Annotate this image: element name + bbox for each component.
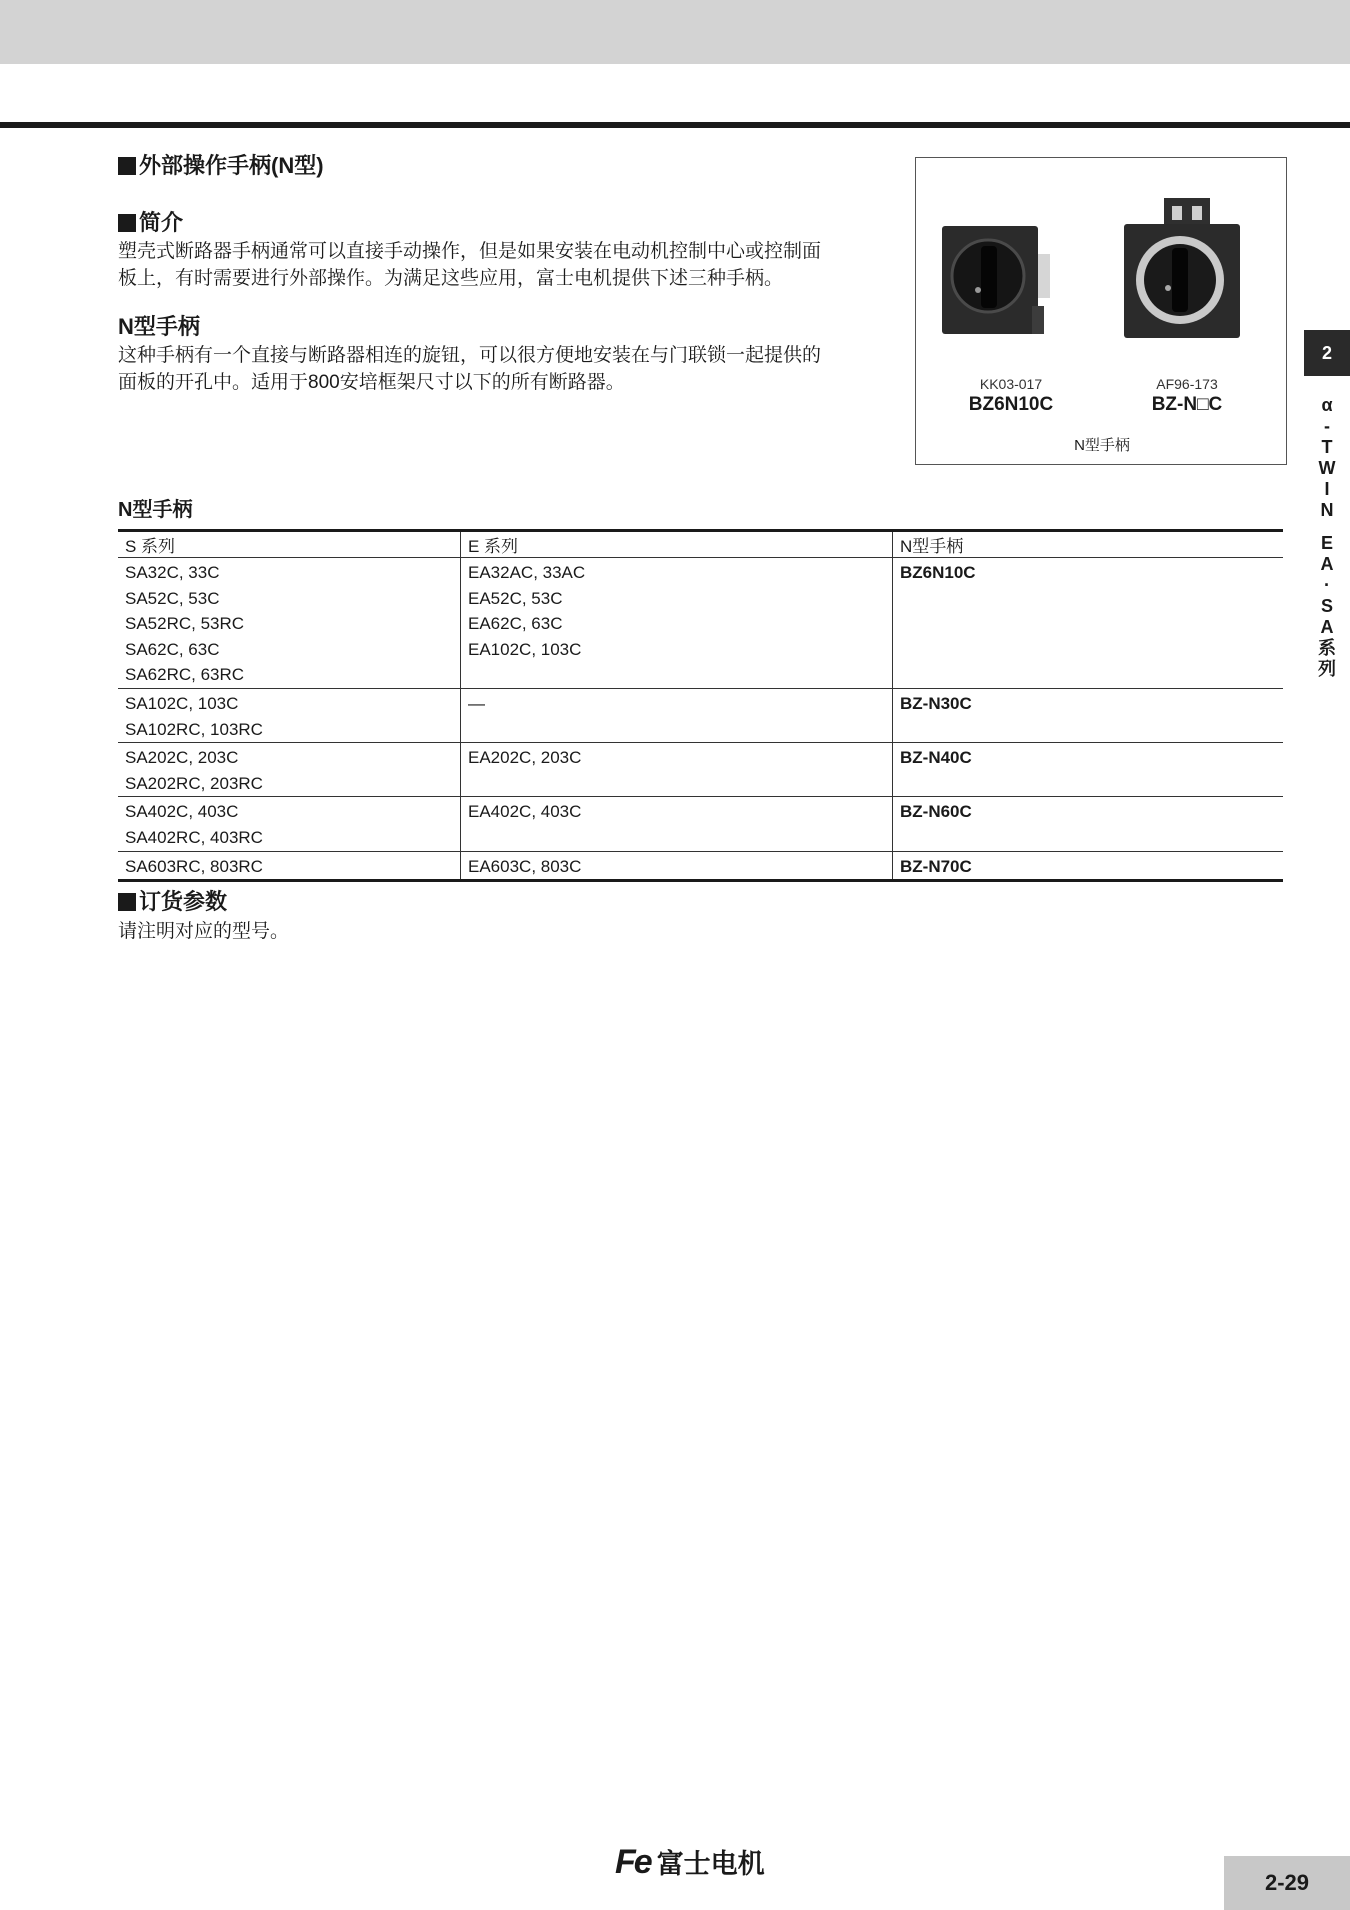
e-series-cell bbox=[461, 851, 893, 881]
side-char: S bbox=[1320, 596, 1333, 616]
side-char: I bbox=[1324, 479, 1330, 499]
e-model: — bbox=[468, 693, 485, 713]
e-model: EA402C, 403C bbox=[468, 802, 582, 822]
n-type-paragraph bbox=[118, 342, 888, 396]
brand-name: 富士电机 bbox=[656, 1849, 765, 1879]
s-series-cell bbox=[118, 743, 461, 797]
order-text: 请注明对应的型号。 bbox=[118, 921, 290, 942]
section-title bbox=[118, 150, 888, 182]
handle-cell bbox=[893, 851, 1284, 881]
side-char: E bbox=[1320, 533, 1333, 553]
product-photo-box bbox=[915, 157, 1287, 465]
s-series-cell bbox=[118, 797, 461, 851]
photo-model: BZ6N10C bbox=[968, 394, 1054, 415]
s-model: SA32C, 33C bbox=[125, 563, 220, 582]
square-bullet-icon bbox=[118, 893, 136, 911]
e-model: EA52C, 53C bbox=[468, 588, 563, 608]
series-side-label bbox=[1304, 395, 1350, 680]
intro-section bbox=[118, 150, 888, 396]
s-series-cell bbox=[118, 688, 461, 742]
s-model: SA62RC, 63RC bbox=[125, 665, 245, 685]
handle-compatibility-table bbox=[118, 529, 1283, 882]
intro-paragraph bbox=[118, 238, 888, 292]
fuji-electric-brand bbox=[615, 1842, 765, 1881]
square-bullet-icon bbox=[118, 214, 136, 232]
s-model: SA62C, 63C bbox=[125, 639, 220, 659]
intro-heading bbox=[118, 208, 888, 238]
section-title-text: 外部操作手柄(N型) bbox=[139, 153, 324, 178]
side-char: - bbox=[1324, 416, 1330, 436]
column-header-s-series: S 系列 bbox=[118, 531, 461, 558]
column-header-handle: N型手柄 bbox=[893, 531, 1284, 558]
handle-cell bbox=[893, 797, 1284, 851]
e-model: EA202C, 203C bbox=[468, 748, 582, 768]
intro-heading-text: 简介 bbox=[139, 210, 184, 235]
s-model: SA202C, 203C bbox=[125, 748, 239, 768]
e-series-cell bbox=[461, 743, 893, 797]
side-char: W bbox=[1318, 458, 1336, 478]
handle-model: BZ-N40C bbox=[900, 748, 972, 768]
header-rule bbox=[0, 122, 1350, 128]
photo-model: BZ-N□C bbox=[1151, 394, 1223, 415]
n-type-heading: N型手柄 bbox=[118, 314, 200, 339]
handle-cell bbox=[893, 558, 1284, 689]
handle-model: BZ-N60C bbox=[900, 802, 972, 822]
chapter-tab: 2 bbox=[1304, 330, 1350, 376]
fuji-logo-icon: Fe bbox=[615, 1842, 651, 1881]
side-char: T bbox=[1321, 437, 1333, 457]
e-model: EA62C, 63C bbox=[468, 614, 563, 634]
e-model: EA603C, 803C bbox=[468, 856, 582, 876]
s-model: SA52RC, 53RC bbox=[125, 614, 245, 634]
s-model: SA202RC, 203RC bbox=[125, 773, 263, 793]
intro-line: 板上，有时需要进行外部操作。为满足这些应用，富士电机提供下述三种手柄。 bbox=[118, 268, 784, 289]
square-bullet-icon bbox=[118, 157, 136, 175]
handle-cell bbox=[893, 688, 1284, 742]
handle-model: BZ-N70C bbox=[900, 856, 972, 876]
s-series-cell bbox=[118, 851, 461, 881]
e-series-cell bbox=[461, 558, 893, 689]
side-spacer bbox=[1304, 521, 1350, 533]
e-series-cell bbox=[461, 797, 893, 851]
table-header-row bbox=[118, 531, 1283, 558]
e-model: EA32AC, 33AC bbox=[468, 563, 586, 582]
handle-bz6n10c-image bbox=[942, 220, 1050, 338]
s-model: SA402RC, 403RC bbox=[125, 827, 263, 847]
order-heading-text: 订货参数 bbox=[139, 889, 228, 914]
handle-model: BZ-N30C bbox=[900, 693, 972, 713]
table-row bbox=[118, 558, 1283, 689]
side-char: 列 bbox=[1318, 659, 1336, 679]
s-model: SA402C, 403C bbox=[125, 802, 239, 822]
s-model: SA603RC, 803RC bbox=[125, 856, 263, 876]
s-model: SA102C, 103C bbox=[125, 693, 239, 713]
side-char: A bbox=[1320, 617, 1334, 637]
table-row bbox=[118, 851, 1283, 881]
n-type-line: 面板的开孔中。适用于800安培框架尺寸以下的所有断路器。 bbox=[118, 372, 625, 393]
page-number: 2-29 bbox=[1224, 1856, 1350, 1910]
order-section bbox=[118, 886, 289, 945]
n-type-line: 这种手柄有一个直接与断路器相连的旋钮，可以很方便地安装在与门联锁一起提供的 bbox=[118, 345, 822, 366]
s-series-cell bbox=[118, 558, 461, 689]
intro-line: 塑壳式断路器手柄通常可以直接手动操作，但是如果安装在电动机控制中心或控制面 bbox=[118, 241, 822, 262]
table-row bbox=[118, 743, 1283, 797]
table-row bbox=[118, 797, 1283, 851]
e-model: EA102C, 103C bbox=[468, 639, 582, 659]
side-char: N bbox=[1320, 500, 1334, 520]
photo-code: AF96-173 bbox=[1156, 376, 1218, 392]
side-char: 系 bbox=[1318, 638, 1336, 658]
s-model: SA102RC, 103RC bbox=[125, 719, 263, 739]
table-row bbox=[118, 688, 1283, 742]
photo-code: KK03-017 bbox=[979, 376, 1043, 392]
table-title: N型手柄 bbox=[118, 499, 193, 521]
side-char: A bbox=[1320, 554, 1334, 574]
column-header-e-series: E 系列 bbox=[461, 531, 893, 558]
handle-bz-n-c-image bbox=[1124, 198, 1242, 338]
e-series-cell bbox=[461, 688, 893, 742]
handle-model: BZ6N10C bbox=[900, 563, 976, 582]
side-char: · bbox=[1324, 575, 1330, 595]
photo-caption: N型手柄 bbox=[1074, 437, 1130, 454]
handle-cell bbox=[893, 743, 1284, 797]
order-heading bbox=[118, 886, 289, 918]
side-char: α bbox=[1321, 395, 1333, 415]
header-band bbox=[0, 0, 1350, 64]
s-model: SA52C, 53C bbox=[125, 588, 220, 608]
